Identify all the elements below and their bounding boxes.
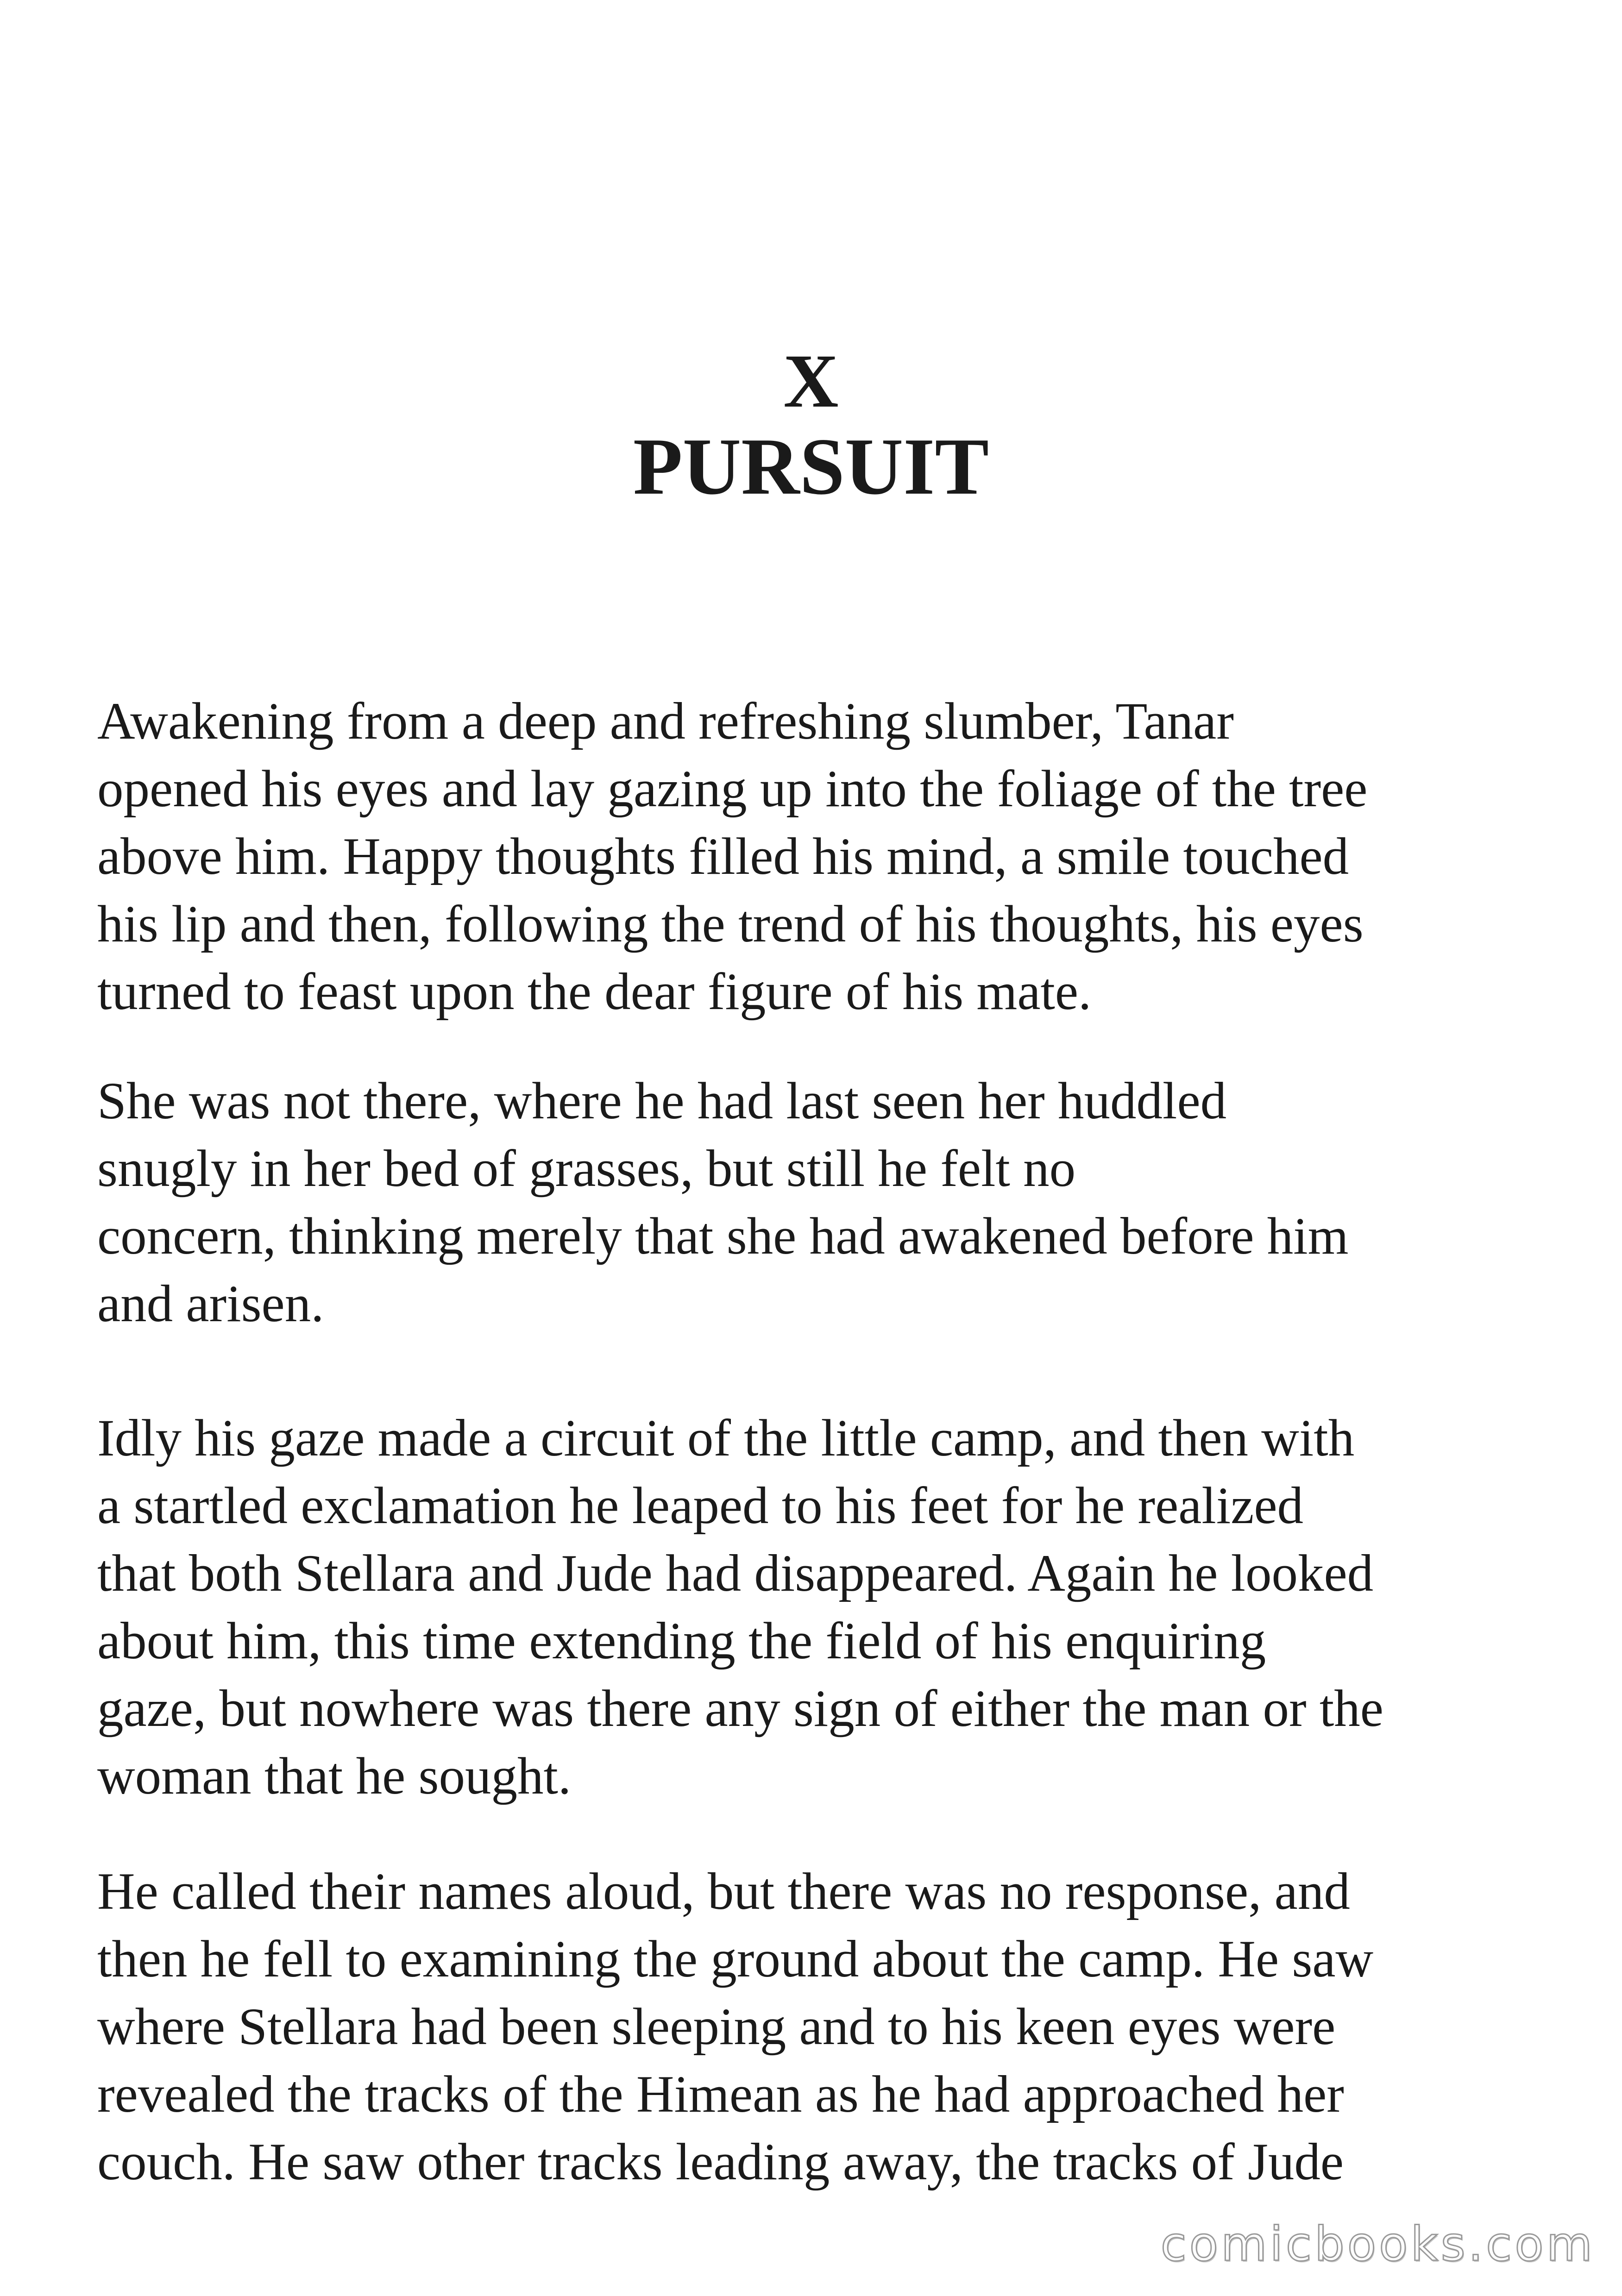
chapter-title: PURSUIT: [633, 421, 989, 511]
paragraph: Awakening from a deep and refreshing slumber, Tanar opened his eyes and lay gazing up into the foliage of the tree above him. Happy thoughts filled his mind, a smile touched his lip and then, following the trend of his thoughts, his eyes turned to feast upon the dear figure of his mate.: [97, 692, 1368, 1021]
paragraph: Idly his gaze made a circuit of the little camp, and then with a startled exclamation he leaped to his feet for he realized that both Stellara and Jude had disappeared. Again he looked about him, this time extending the field of his enquiring gaze, but nowhere was there any sign of either the man or the woman that he sought.: [97, 1409, 1383, 1805]
paragraph: He called their names aloud, but there was no response, and then he fell to examining the ground about the camp. He saw where Stellara had been sleeping and to his keen eyes were revealed the tracks of the Himean as he had approached her couch. He saw other tracks leading away, the tracks of Jude: [97, 1863, 1374, 2191]
chapter-number: X: [783, 339, 839, 423]
site-watermark: comicbooks.com: [1160, 2217, 1595, 2272]
paragraph: She was not there, where he had last seen her huddled snugly in her bed of grasses, but still he felt no concern, thinking merely that she had awakened before him and arisen.: [97, 1072, 1349, 1333]
